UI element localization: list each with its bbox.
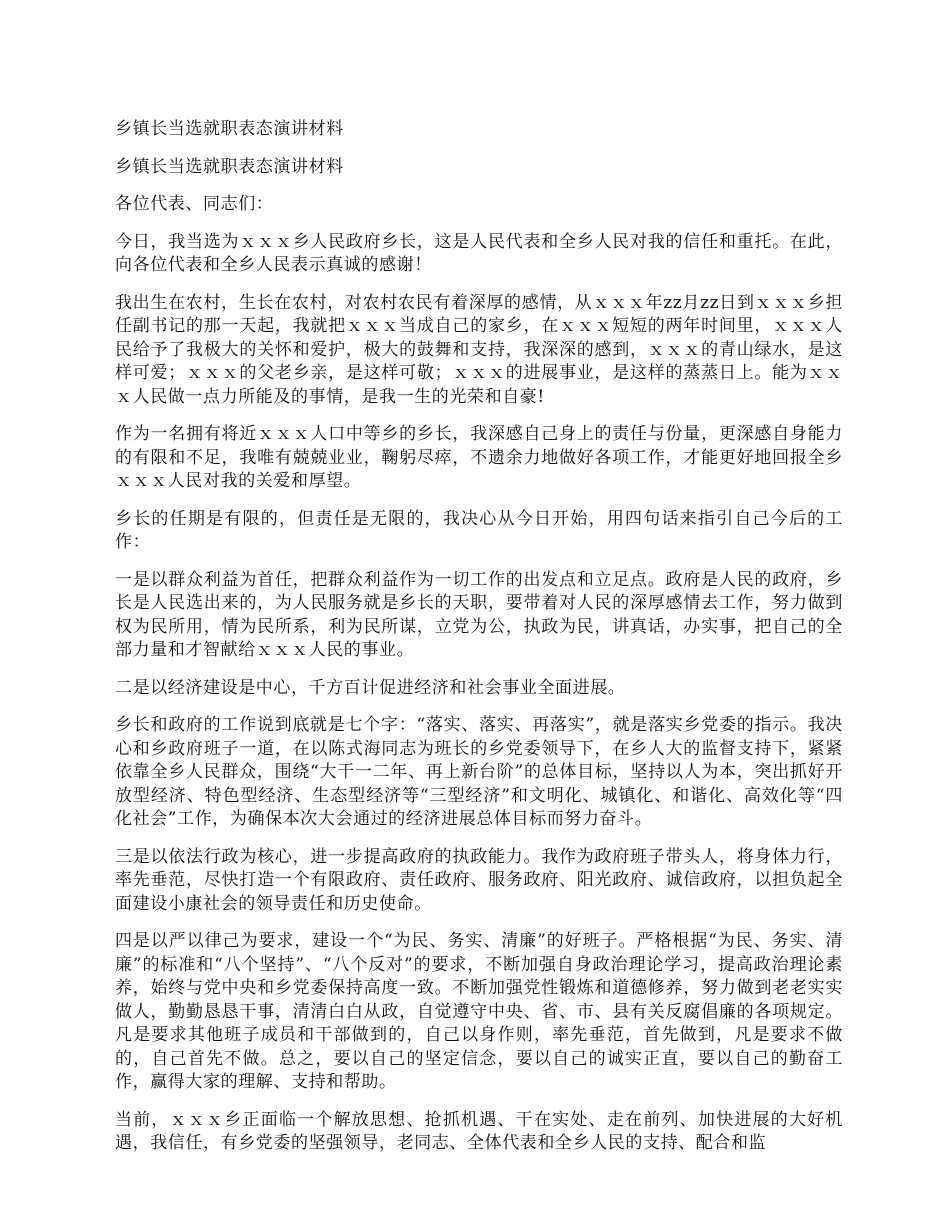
paragraph-closing: 当前，ｘｘｘ乡正面临一个解放思想、抢抓机遇、干在实处、走在前列、加快进展的大好机遇，我信任，有乡党委的坚强领导，老同志、全体代表和全乡人民的支持、配合和监: [115, 1109, 843, 1153]
paragraph-principle-three: 三是以依法行政为核心，进一步提高政府的执政能力。我作为政府班子带头人，将身体力行，率先垂范，尽快打造一个有限政府、责任政府、服务政府、阳光政府、诚信政府，以担负起全面建设小康社会的领导责任和历史使命。: [115, 846, 843, 914]
paragraph-four-principles-intro: 乡长的任期是有限的，但责任是无限的，我决心从今日开始，用四句话来指引自己今后的工作：: [115, 508, 843, 552]
document-title: 乡镇长当选就职表态演讲材料: [115, 119, 344, 139]
paragraph-principle-four: 四是以严以律己为要求，建设一个“为民、务实、清廉”的好班子。严格根据“为民、务实、清廉”的标准和“八个坚持”、“八个反对”的要求，不断加强自身政治理论学习，提高政治理论素养，始终与党中央和乡党委保持高度一致。不断加强党性锻炼和道德修养，努力做到老老实实做人，勤勤恳恳干事，清清白白从政，自觉遵守中央、省、市、县有关反腐倡廉的各项规定。凡是要求其他班子成员和干部做到的，自己以身作则，率先垂范，首先做到，凡是要求不做的，自己首先不做。总之，要以自己的坚定信念，要以自己的诚实正直，要以自己的勤奋工作，赢得大家的理解、支持和帮助。: [115, 931, 843, 1092]
greeting: 各位代表、同志们：: [115, 194, 274, 214]
paragraph-background: 我出生在农村，生长在农村，对农村农民有着深厚的感情，从ｘｘｘ年zz月zz日到ｘｘｘ乡担任副书记的那一天起，我就把ｘｘｘ当成自己的家乡，在ｘｘｘ短短的两年时间里，ｘｘｘ人民给予了我极大的关怀和爱护，极大的鼓舞和支持，我深深的感到，ｘｘｘ的青山绿水，是这样可爱；ｘｘｘ的父老乡亲，是这样可敬；ｘｘｘ的进展事业，是这样的蒸蒸日上。能为ｘｘｘ人民做一点力所能及的事情，是我一生的光荣和自豪!: [115, 292, 843, 407]
paragraph-thanks: 今日，我当选为ｘｘｘ乡人民政府乡长，这是人民代表和全乡人民对我的信任和重托。在此，向各位代表和全乡人民表示真诚的感谢！: [115, 231, 843, 275]
document-page: [115, 118, 843, 1170]
paragraph-responsibility: 作为一名拥有将近ｘｘｘ人口中等乡的乡长，我深感自己身上的责任与份量，更深感自身能力的有限和不足，我唯有兢兢业业，鞠躬尽瘁，不遗余力地做好各项工作，才能更好地回报全乡ｘｘｘ人民对我的关爱和厚望。: [115, 424, 843, 491]
paragraph-implementation: 乡长和政府的工作说到底就是七个字：“落实、落实、再落实”，就是落实乡党委的指示。我决心和乡政府班子一道，在以陈式海同志为班长的乡党委领导下，在乡人大的监督支持下，紧紧依靠全乡人民群众，围绕“大干一二年、再上新台阶”的总体目标，坚持以人为本，突出抓好开放型经济、特色型经济、生态型经济等“三型经济”和文明化、城镇化、和谐化、高效化等“四化社会”工作，为确保本次大会通过的经济进展总体目标而努力奋斗。: [115, 715, 843, 829]
paragraph-principle-one: 一是以群众利益为首任，把群众利益作为一切工作的出发点和立足点。政府是人民的政府，乡长是人民选出来的，为人民服务就是乡长的天职，要带着对人民的深厚感情去工作，努力做到权为民所用，情为民所系，利为民所谋，立党为公，执政为民，讲真话，办实事，把自己的全部力量和才智献给ｘｘｘ人民的事业。: [115, 569, 843, 660]
paragraph-principle-two: 二是以经济建设是中心，千方百计促进经济和社会事业全面进展。: [115, 677, 626, 698]
document-subtitle: 乡镇长当选就职表态演讲材料: [115, 156, 344, 177]
